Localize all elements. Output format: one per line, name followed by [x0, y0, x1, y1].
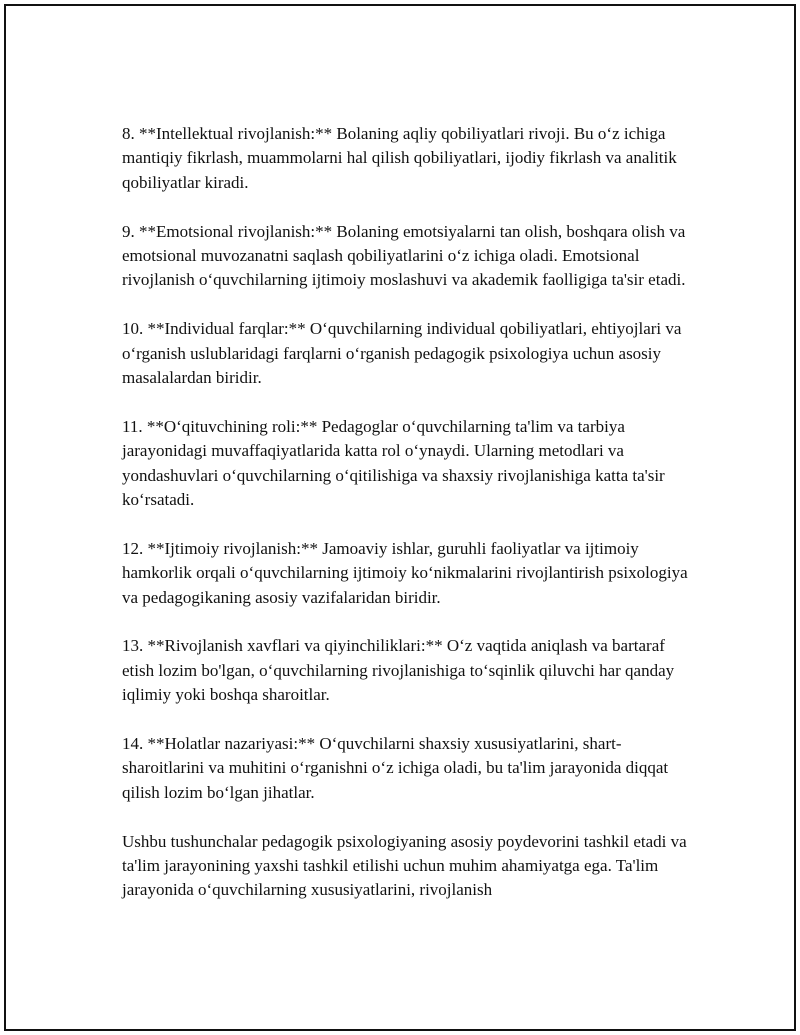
paragraph-conclusion: Ushbu tushunchalar pedagogik psixologiyaning asosiy poydevorini tashkil etadi va ta'lim jarayonining yaxshi tashkil etilishi uchun muhim ahamiyatga ega. Ta'lim jarayonida o‘quvchilarning xususiyatlarini, rivojlanish	[122, 831, 687, 900]
document-body	[122, 122, 690, 903]
paragraph-intellektual-rivojlanish: 8. **Intellektual rivojlanish:** Bolaning aqliy qobiliyatlari rivoji. Bu o‘z ichiga mantiqiy fikrlash, muammolarni hal qilish qobiliyatlari, ijodiy fikrlash va analitik qobiliyatlar kiradi.	[122, 124, 677, 192]
paragraph-rivojlanish-xavflari: 13. **Rivojlanish xavflari va qiyinchiliklari:** O‘z vaqtida aniqlash va bartaraf etish lozim bo'lgan, o‘quvchilarning rivojlanishiga to‘sqinlik qiluvchi har qanday iqlimiy yoki boshqa sharoitlar.	[122, 636, 675, 705]
paragraph-holatlar-nazariyasi: 14. **Holatlar nazariyasi:** O‘quvchilarni shaxsiy xususiyatlarini, shart-sharoitlarini va muhitini o‘rganishni o‘z ichiga oladi, bu ta'lim jarayonida diqqat qilish lozim bo‘lgan jihatlar.	[122, 734, 669, 802]
paragraph-emotsional-rivojlanish: 9. **Emotsional rivojlanish:** Bolaning emotsiyalarni tan olish, boshqara olish va emotsional muvozanatni saqlash qobiliyatlarini o‘z ichiga oladi. Emotsional rivojlanish o‘quvchilarning ijtimoiy moslashuvi va akademik faolligiga ta'sir etadi.	[122, 221, 686, 290]
paragraph-oqituvchining-roli: 11. **O‘qituvchining roli:** Pedagoglar o‘quvchilarning ta'lim va tarbiya jarayonidagi muvaffaqiyatlarida katta rol o‘ynaydi. Ularning metodlari va yondashuvlari o‘quvchilarning o‘qitilishiga va shaxsiy rivojlanishiga katta ta'sir ko‘rsatadi.	[122, 416, 665, 510]
paragraph-individual-farqlar: 10. **Individual farqlar:** O‘quvchilarning individual qobiliyatlari, ehtiyojlari va o‘rganish uslublaridagi farqlarni o‘rganish pedagogik psixologiya uchun asosiy masalalardan biridir.	[122, 319, 682, 388]
paragraph-ijtimoiy-rivojlanish: 12. **Ijtimoiy rivojlanish:** Jamoaviy ishlar, guruhli faoliyatlar va ijtimoiy hamkorlik orqali o‘quvchilarning ijtimoiy ko‘nikmalarini rivojlantirish psixologiya va pedagogikaning asosiy vazifalaridan biridir.	[122, 538, 688, 607]
page-border	[4, 4, 796, 1031]
